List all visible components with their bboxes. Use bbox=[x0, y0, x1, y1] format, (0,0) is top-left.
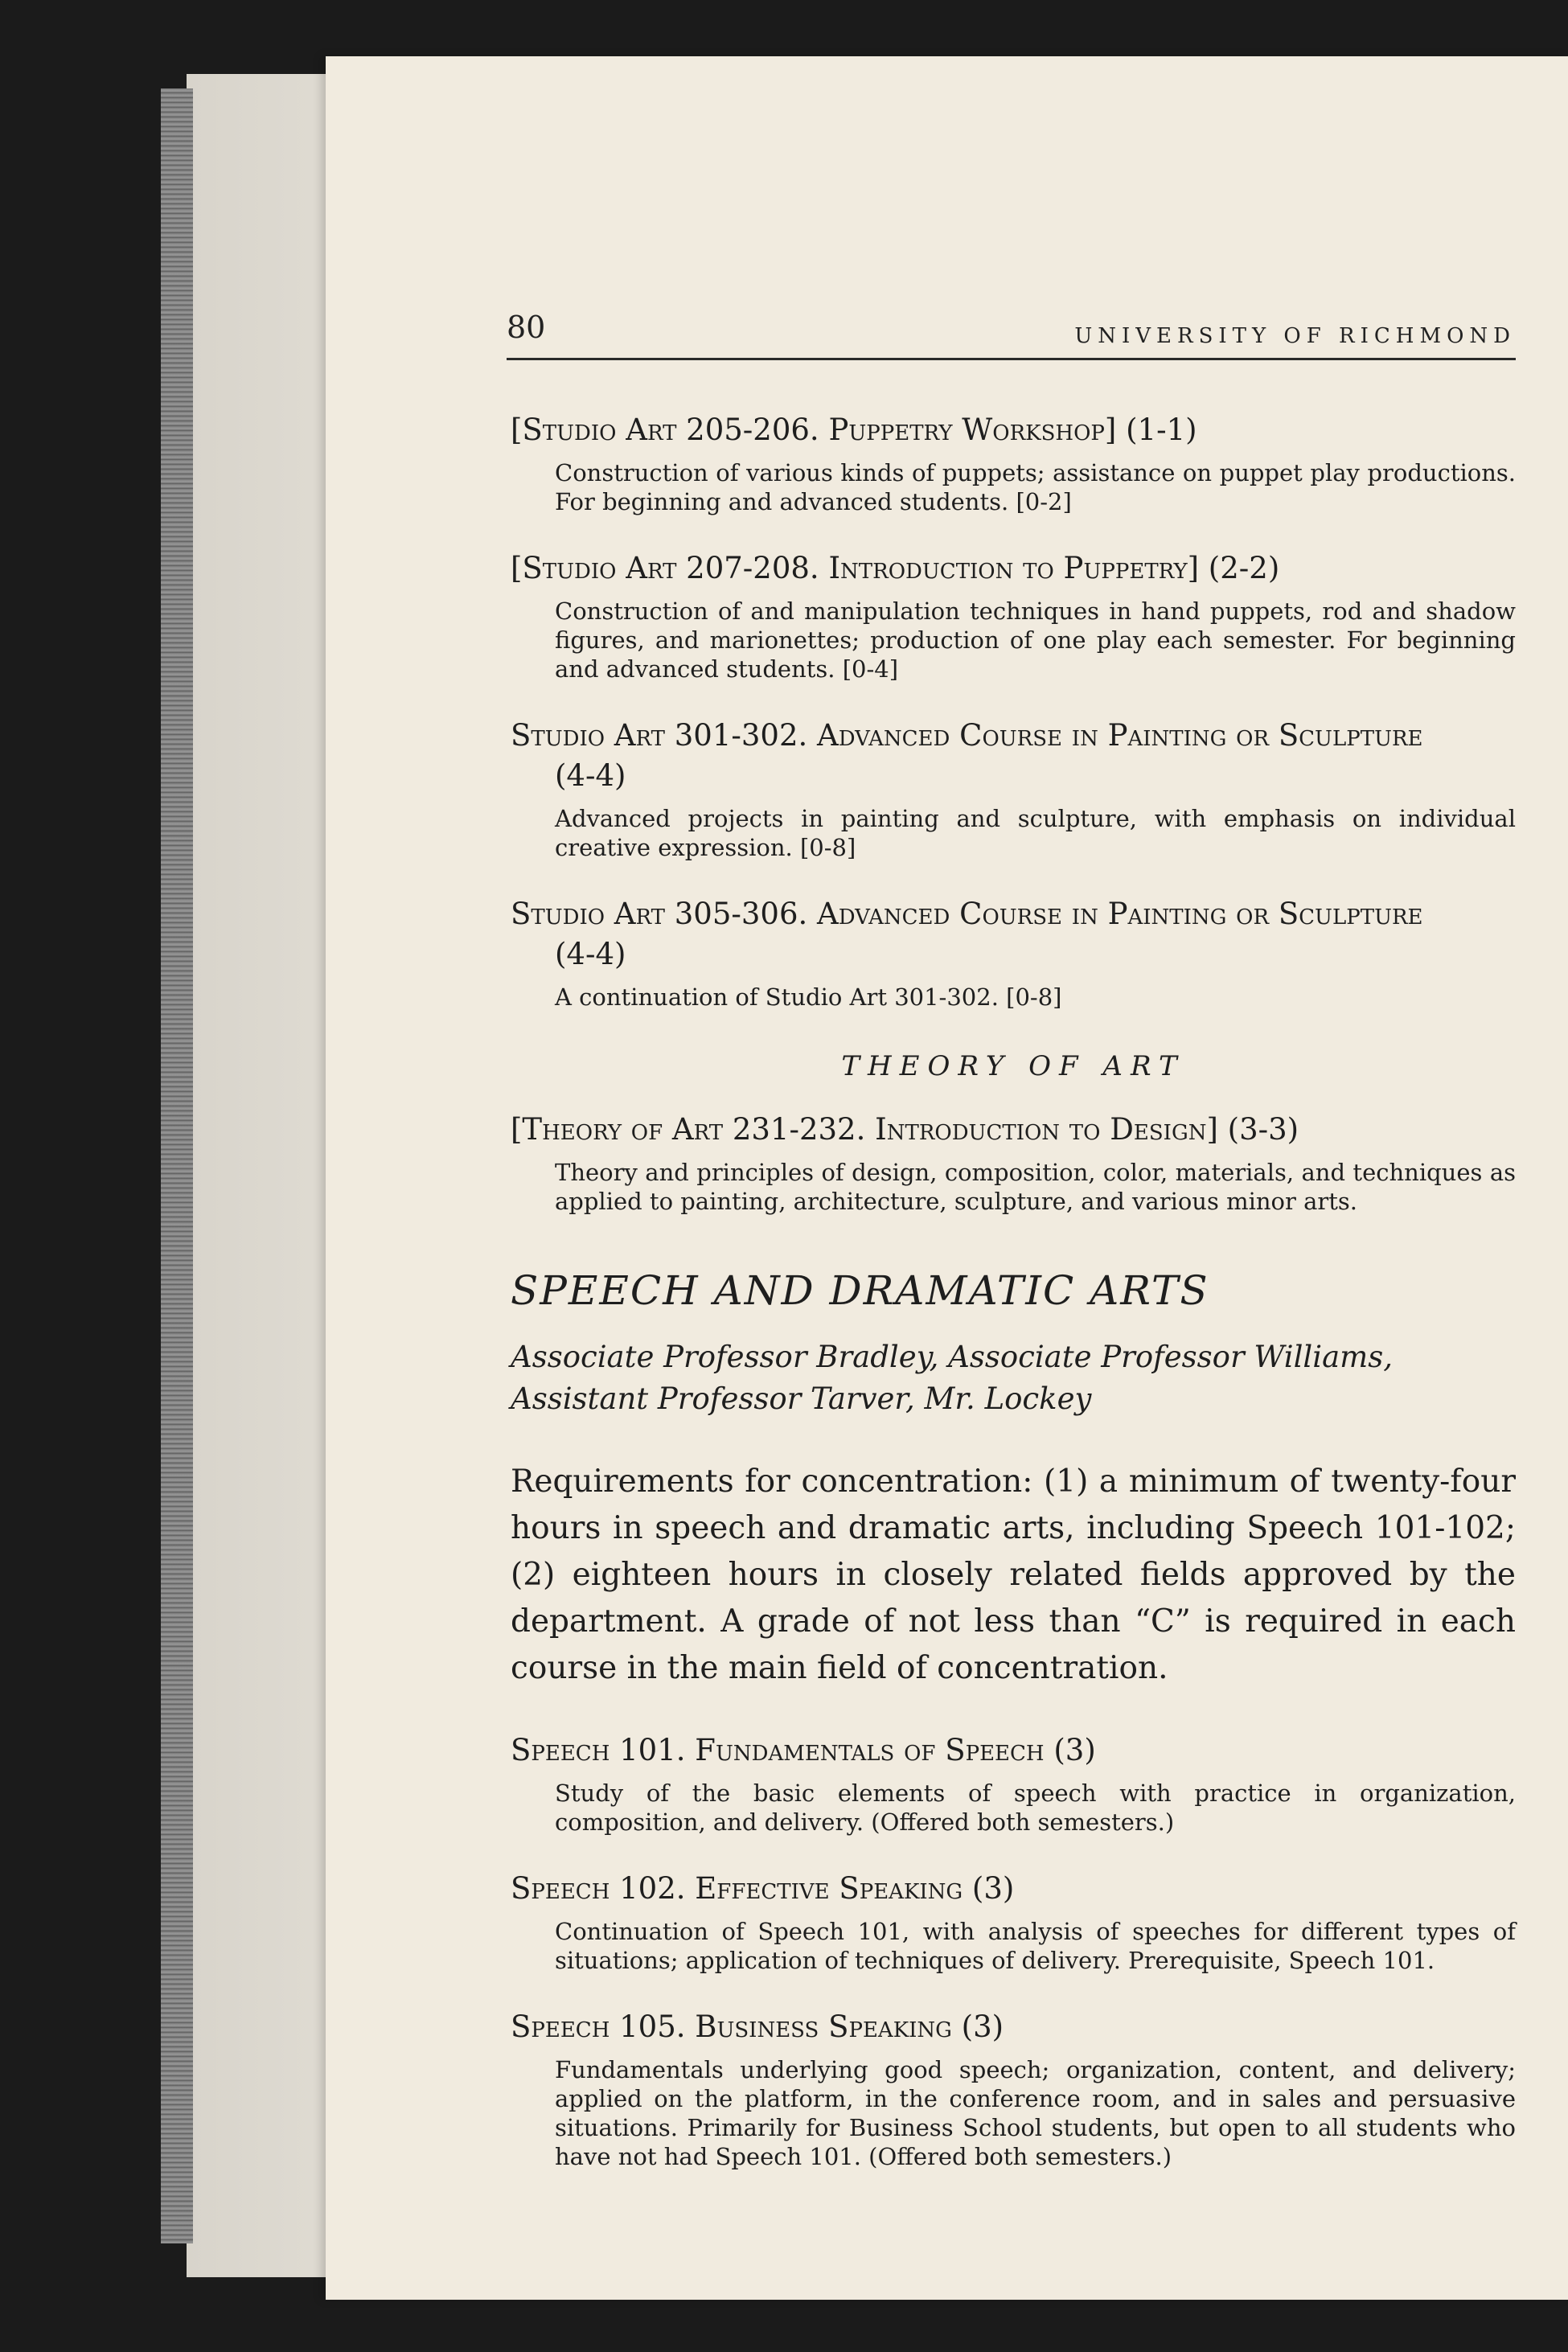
course-heading: Studio Art 301-302. Advanced Course in Painting or Sculpture (4-4) bbox=[511, 716, 1516, 796]
course-description: Study of the basic elements of speech with practice in organization, composition, and delivery. (Offered both semesters.) bbox=[555, 1779, 1516, 1836]
course-heading: [Studio Art 205-206. Puppetry Workshop] (1-1) bbox=[511, 413, 1197, 447]
course-entry bbox=[511, 894, 1516, 1012]
course-entry bbox=[511, 410, 1516, 516]
course-entry bbox=[511, 716, 1516, 862]
course-heading: Speech 101. Fundamentals of Speech (3) bbox=[511, 1733, 1096, 1767]
course-heading: Speech 102. Effective Speaking (3) bbox=[511, 1871, 1015, 1906]
course-description: Theory and principles of design, composition, color, materials, and techniques as applied to painting, architecture, sculpture, and various minor arts. bbox=[555, 1159, 1516, 1215]
section-title: SPEECH AND DRAMATIC ARTS bbox=[511, 1267, 1209, 1314]
section-subheading: THEORY OF ART bbox=[841, 1050, 1185, 1082]
course-description: Construction of and manipulation techniques in hand puppets, rod and shadow figures, and marionettes; production of one play each semester. For beginning and advanced students. [0-4] bbox=[555, 597, 1516, 683]
running-head: UNIVERSITY OF RICHMOND bbox=[1074, 324, 1516, 348]
course-entry bbox=[511, 1869, 1516, 1975]
course-description: Fundamentals underlying good speech; organization, content, and delivery; applied on the platform, in the conference room, and in sales and persuasive situations. Primarily for Business School students, but open to all students who have not had Speech 101. (Offered both semesters.) bbox=[555, 2056, 1516, 2170]
course-credits: (4-4) bbox=[555, 758, 626, 793]
course-description: A continuation of Studio Art 301-302. [0-8] bbox=[555, 983, 1062, 1011]
page-number: 80 bbox=[507, 310, 546, 345]
page-edge bbox=[161, 88, 193, 2243]
course-heading: Studio Art 305-306. Advanced Course in Painting or Sculpture (4-4) bbox=[511, 894, 1516, 975]
course-description: Advanced projects in painting and sculpture, with emphasis on individual creative expression. [0-8] bbox=[555, 805, 1516, 861]
course-entry bbox=[511, 2007, 1516, 2171]
page-content bbox=[511, 410, 1516, 2203]
course-credits: (4-4) bbox=[555, 937, 626, 971]
course-entry bbox=[511, 1110, 1516, 1216]
course-heading: Speech 105. Business Speaking (3) bbox=[511, 2009, 1004, 2044]
page-header bbox=[507, 310, 1516, 360]
course-description: Continuation of Speech 101, with analysis of speeches for different types of situations; application of techniques of delivery. Prerequisite, Speech 101. bbox=[555, 1918, 1516, 1974]
course-heading: [Theory of Art 231-232. Introduction to Design] (3-3) bbox=[511, 1112, 1299, 1147]
faculty-list: Associate Professor Bradley, Associate Professor Williams, Assistant Professor Tarver, Mr. Lockey bbox=[511, 1340, 1393, 1416]
course-heading: [Studio Art 207-208. Introduction to Puppetry] (2-2) bbox=[511, 551, 1280, 585]
course-entry bbox=[511, 548, 1516, 683]
course-entry bbox=[511, 1730, 1516, 1837]
concentration-requirements: Requirements for concentration: (1) a minimum of twenty-four hours in speech and dramatic arts, including Speech 101-102; (2) eighteen hours in closely related fields approved by the department. A grade of not less than “C” is required in each course in the main field of concentration. bbox=[511, 1463, 1516, 1686]
course-description: Construction of various kinds of puppets; assistance on puppet play productions. For beginning and advanced students. [0-2] bbox=[555, 459, 1516, 515]
